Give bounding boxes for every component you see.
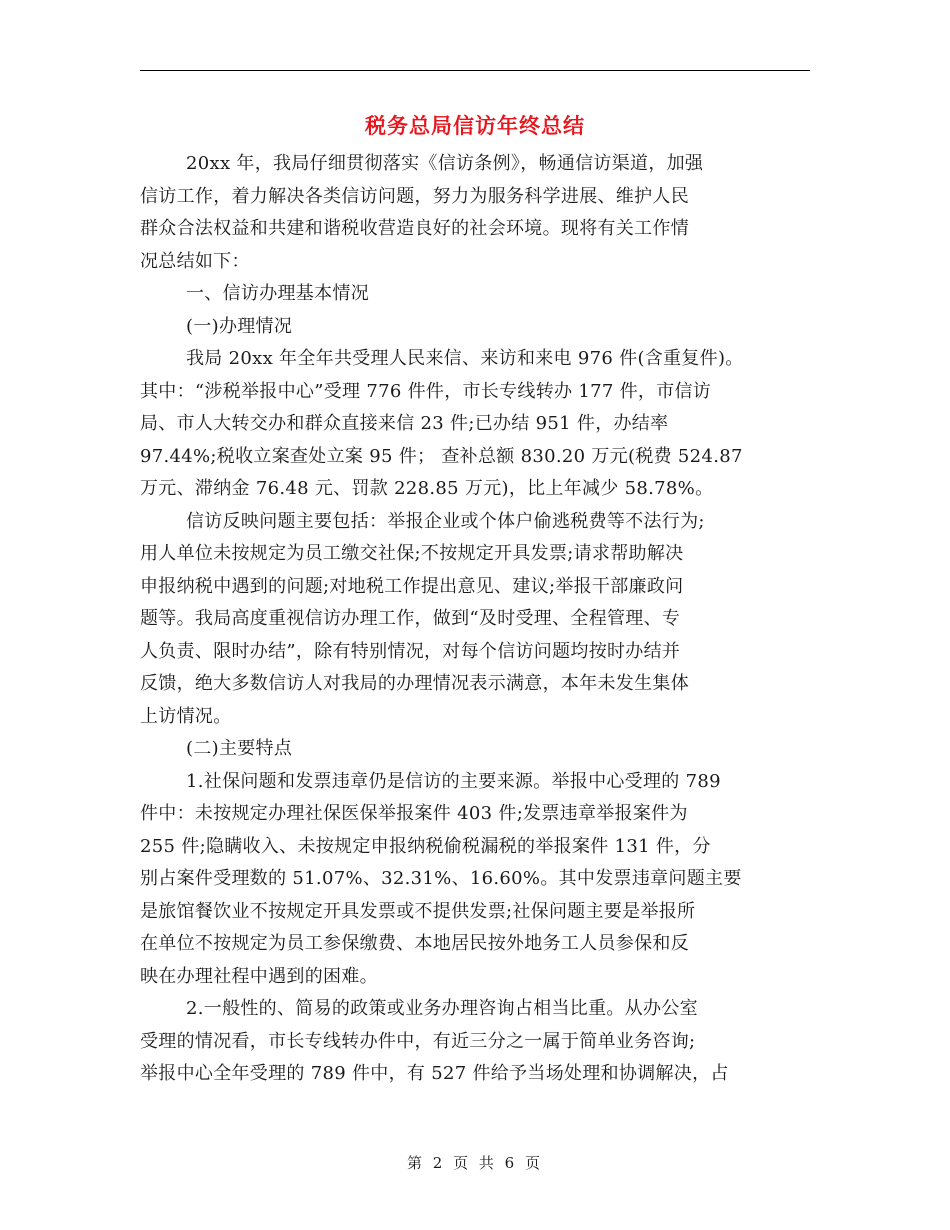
text-line: 一、信访办理基本情况 xyxy=(186,283,369,304)
text-line: 人负责、限时办结”，除有特别情况，对每个信访问题均按时办结并 xyxy=(140,640,681,662)
text-line: 1.社保问题和发票违章仍是信访的主要来源。举报中心受理的 789 xyxy=(186,770,721,792)
text-line: 2.一般性的、简易的政策或业务办理咨询占相当比重。从办公室 xyxy=(186,998,698,1019)
text-line: 受理的情况看，市长专线转办件中，有近三分之一属于简单业务咨询; xyxy=(140,1030,696,1052)
text-line: (一)办理情况 xyxy=(186,315,293,337)
text-line: 群众合法权益和共建和谐税收营造良好的社会环境。现将有关工作情 xyxy=(140,218,689,239)
text-line: 255 件;隐瞒收入、未按规定申报纳税偷税漏税的举报案件 131 件，分 xyxy=(140,835,711,857)
text-line: 20xx 年，我局仔细贯彻落实《信访条例》，畅通信访渠道，加强 xyxy=(186,153,704,174)
text-line: 在单位不按规定为员工参保缴费、本地居民按外地务工人员参保和反 xyxy=(140,933,689,954)
text-line: 映在办理社程中遇到的困难。 xyxy=(140,965,378,987)
text-line: 其中：“涉税举报中心”受理 776 件件，市长专线转办 177 件，市信访 xyxy=(140,380,712,402)
text-line: (二)主要特点 xyxy=(186,738,293,759)
text-line: 举报中心全年受理的 789 件中，有 527 件给予当场处理和协调解决，占 xyxy=(140,1063,729,1084)
text-line: 我局 20xx 年全年共受理人民来信、来访和来电 976 件(含重复件)。 xyxy=(186,348,744,369)
text-line: 万元、滞纳金 76.48 元、罚款 228.85 万元)，比上年减少 58.78%。 xyxy=(140,478,714,499)
text-line: 件中：未按规定办理社保医保举报案件 403 件;发票违章举报案件为 xyxy=(140,803,688,824)
text-line: 局、市人大转交办和群众直接来信 23 件;已办结 951 件，办结率 xyxy=(140,413,669,434)
text-line: 用人单位未按规定为员工缴交社保;不按规定开具发票;请求帮助解决 xyxy=(140,543,684,564)
text-line: 别占案件受理数的 51.07%、32.31%、16.60%。其中发票违章问题主要 xyxy=(140,868,742,889)
text-line: 信访反映问题主要包括：举报企业或个体户偷逃税费等不法行为; xyxy=(186,510,705,532)
text-line: 信访工作，着力解决各类信访问题，努力为服务科学进展、维护人民 xyxy=(140,185,689,207)
text-line: 申报纳税中遇到的问题;对地税工作提出意见、建议;举报干部廉政问 xyxy=(140,575,684,597)
document-body xyxy=(140,148,812,1091)
header-rule xyxy=(140,70,810,71)
text-line: 况总结如下： xyxy=(140,250,250,272)
document-title: 税务总局信访年终总结 xyxy=(365,113,585,138)
text-line: 上访情况。 xyxy=(140,705,232,727)
text-line: 是旅馆餐饮业不按规定开具发票或不提供发票;社保问题主要是举报所 xyxy=(140,900,696,922)
page-number-footer: 第 2 页 共 6 页 xyxy=(407,1154,543,1172)
text-line: 题等。我局高度重视信访办理工作，做到“及时受理、全程管理、专 xyxy=(140,608,681,629)
text-line: 97.44%;税收立案查处立案 95 件； 查补总额 830.20 万元(税费 524.87 xyxy=(140,445,743,467)
text-line: 反馈，绝大多数信访人对我局的办理情况表示满意，本年未发生集体 xyxy=(140,673,689,694)
